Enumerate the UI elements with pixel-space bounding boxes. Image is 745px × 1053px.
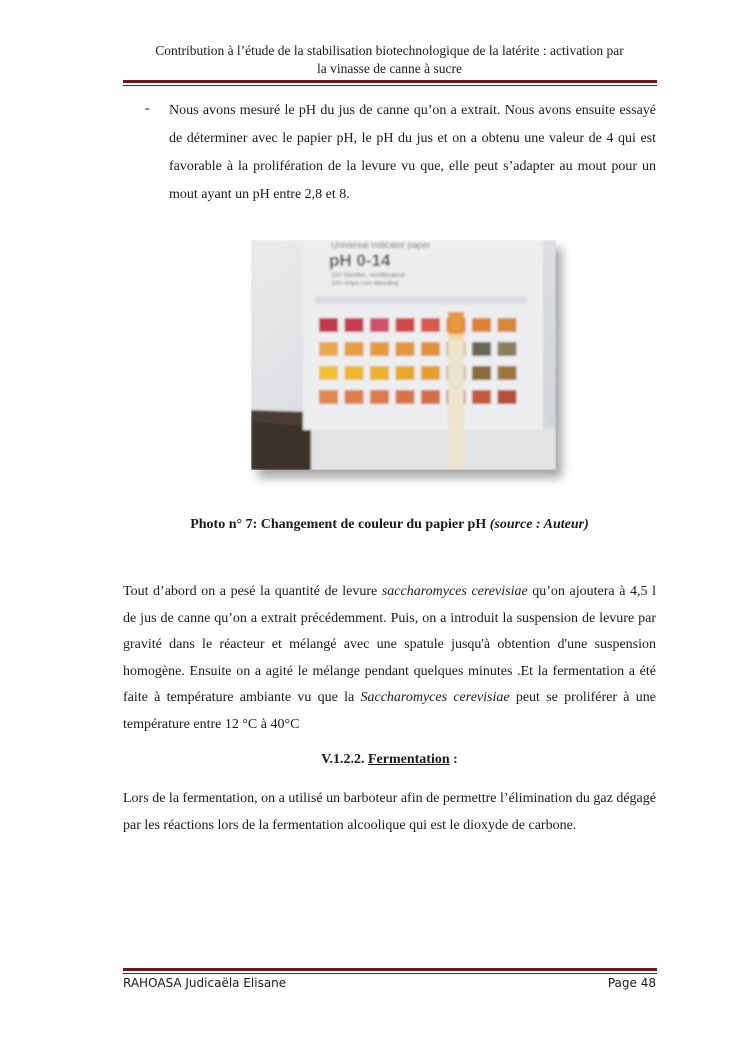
p1-species-1: saccharomyces cerevisiae xyxy=(381,584,528,599)
header-rule-thin xyxy=(123,85,657,86)
box-label-line3: 100 strips,non-bleeding xyxy=(331,280,399,287)
body-paragraph-2: Lors de la fermentation, on a utilisé un barboteur afin de permettre l’élimination du gaz dégagé par les réactions lors de la fermentation alcoolique qui est le dioxyde de carbone. xyxy=(123,791,656,833)
ph-swatch xyxy=(319,366,338,380)
footer-page-number: Page 48 xyxy=(607,976,656,990)
section-number: V.1.2.2. xyxy=(321,752,365,767)
ph-swatch xyxy=(319,318,338,332)
ph-swatch xyxy=(472,390,491,404)
bullet-marker: - xyxy=(145,101,150,116)
footer-rule-thick xyxy=(123,968,657,971)
ph-swatch xyxy=(396,342,415,356)
header-line-1: Contribution à l’étude de la stabilisation biotechnologique de la latérite : activation par xyxy=(155,43,624,58)
ph-paper-photo xyxy=(251,240,556,470)
header-rule-thick xyxy=(123,80,657,83)
ph-swatch xyxy=(421,390,440,404)
ph-swatch xyxy=(421,366,440,380)
p1-text-1: Tout d’abord on a pesé la quantité de levure xyxy=(123,584,382,599)
section-suffix: : xyxy=(449,752,458,767)
caption-bold: Photo n° 7: Changement de couleur du papier pH xyxy=(190,517,487,532)
ph-swatch xyxy=(421,342,440,356)
ph-swatch xyxy=(345,342,364,356)
ph-swatch xyxy=(498,390,517,404)
p1-species-2: Saccharomyces cerevisiae xyxy=(360,690,510,705)
running-header xyxy=(123,42,656,78)
footer-author: RAHOASA Judicaëla Elisane xyxy=(123,976,287,990)
ph-swatch xyxy=(421,318,440,332)
box-label-title: pH 0-14 xyxy=(329,251,391,270)
p1-text-2: qu’on ajoutera à 4,5 l de jus de canne qu’on a extrait précédemment. Puis, on a introduit la suspension de levure par gravité dans le réacteur et mélangé avec une spatule jusqu'à obtention d'une suspension homogène. Ensuite on a agité le mélange pendant quelques minutes .Et la fermentation a été faite à température ambiante vu que la xyxy=(123,584,656,705)
ph-swatch xyxy=(319,342,338,356)
ph-swatch xyxy=(498,342,517,356)
p1-text-3: peut se proliférer à une température entre 12 °C à 40°C xyxy=(123,690,656,732)
ph-swatch xyxy=(370,318,389,332)
ph-swatch xyxy=(472,366,491,380)
ph-swatch xyxy=(472,318,491,332)
ph-swatch xyxy=(370,342,389,356)
ph-swatch xyxy=(498,318,517,332)
ph-swatch xyxy=(370,390,389,404)
section-heading xyxy=(123,752,656,768)
ph-swatch xyxy=(396,366,415,380)
section-title: Fermentation xyxy=(367,752,450,767)
box-label-line1: Universal indicator paper xyxy=(331,240,431,250)
ph-swatch xyxy=(345,366,364,380)
ph-swatch xyxy=(345,318,364,332)
ph-swatch xyxy=(396,390,415,404)
photo-caption xyxy=(123,517,656,533)
ph-swatch xyxy=(498,366,517,380)
ph-swatch xyxy=(370,366,389,380)
caption-source: (source : Auteur) xyxy=(489,517,589,532)
ph-swatch xyxy=(472,342,491,356)
ph-swatch xyxy=(319,390,338,404)
footer-rule-thin xyxy=(123,973,657,974)
body-paragraph-1 xyxy=(123,579,656,738)
box-label-line2: 100 Streifen, nichtblutend xyxy=(331,272,405,279)
ph-swatch xyxy=(345,390,364,404)
header-line-2: la vinasse de canne à sucre xyxy=(316,61,463,76)
ph-swatch xyxy=(396,318,415,332)
bullet-paragraph: Nous avons mesuré le pH du jus de canne qu’on a extrait. Nous avons ensuite essayé de déterminer avec le papier pH, le pH du jus et on a obtenu une valeur de 4 qui est favorable à la prolifération de la levure vu que, elle peut s’adapter au mout pour un mout ayant un pH entre 2,8 et 8. xyxy=(169,103,656,202)
